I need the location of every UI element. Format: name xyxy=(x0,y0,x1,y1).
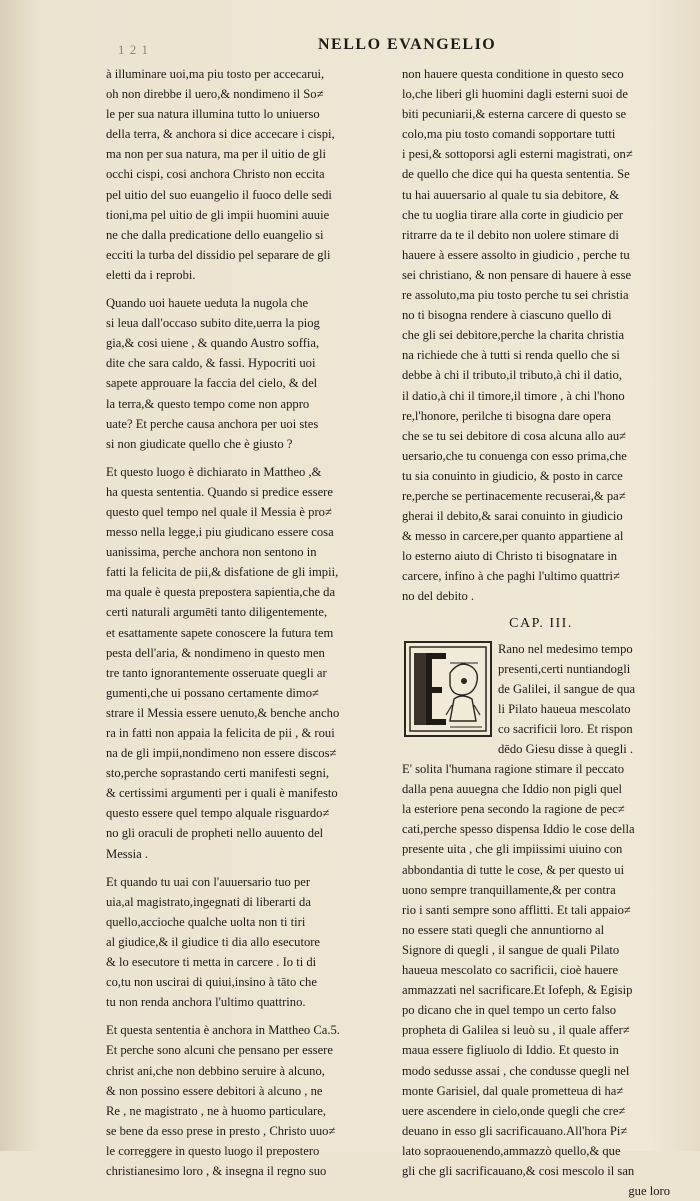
text-line: et esattamente sapete conoscere la futura tem xyxy=(106,625,334,640)
text-line: de quello che dice qui ha questa sententia. Se xyxy=(402,167,630,182)
text-line: certi naturali argumēti tanto diligentemente, xyxy=(106,605,328,620)
text-line: Et perche sono alcuni che pensano per essere xyxy=(106,1043,333,1058)
text-line: li Pilato haueua mescolato xyxy=(498,701,631,716)
woodcut-initial-e-icon xyxy=(404,641,492,737)
text-line: po dicano che in quel tempo un certo falso xyxy=(402,1003,617,1018)
text-line: oh non direbbe il uero,& nondimeno il So≠ xyxy=(106,87,324,102)
text-line: dalla pena auuegna che Iddio non pigli quel xyxy=(402,782,622,797)
text-line: co sacrificii loro. Et rispon xyxy=(498,721,633,736)
text-line: pesta dell'aria, & nondimeno in questo men xyxy=(106,645,325,660)
text-line: no ti bisogna rendere à ciascuno quello di xyxy=(402,308,612,323)
text-line: ne che dalla predicatione dello euangelio si xyxy=(106,227,324,242)
text-line: si non giudicate quello che è giusto ? xyxy=(106,436,293,451)
text-line: monte Garisiel, dal quale prometteua di ha≠ xyxy=(402,1083,624,1098)
text-line: che se tu sei debitore di cosa alcuna allo au≠ xyxy=(402,428,627,443)
text-line: na de gli impii,nondimeno non essere discos≠ xyxy=(106,746,337,761)
text-line: no essere stati quegli che annuntiorno al xyxy=(402,922,605,937)
text-line: ma quale è questa prepostera sapientia,che da xyxy=(106,585,336,600)
text-line: non hauere questa conditione in questo seco xyxy=(402,67,624,81)
text-line: occhi cispi, cosi anchora Christo non eccita xyxy=(106,167,325,182)
text-line: Re , ne magistrato , ne à huomo particulare, xyxy=(106,1103,326,1118)
text-line: strare il Messia essere uenuto,& benche ancho xyxy=(106,705,340,720)
text-line: la terra,& questo tempo come non appro xyxy=(106,396,310,411)
text-line: sapete approuare la faccia del cielo, & del xyxy=(106,376,318,391)
catchword: gue loro xyxy=(628,1184,670,1199)
text-line: carcere, infino à che paghi l'ultimo quattri≠ xyxy=(402,569,620,584)
text-line: Signore di quegli , il sangue de quali Pilato xyxy=(402,942,620,957)
text-line: presente uita , che gli impiissimi uiuino con xyxy=(402,842,623,857)
text-line: gherai il debito,& sarai conuinto in giudicio xyxy=(402,509,623,524)
text-line: le per sua natura illumina tutto lo uniuerso xyxy=(106,107,320,122)
text-line: fatti la felicita de pii,& disfatione de gli impii, xyxy=(106,565,339,580)
text-line: hauere à essere assolto in giudicio , perche tu xyxy=(402,247,630,262)
right-column-top-text xyxy=(402,64,680,607)
paragraph-gap xyxy=(106,1012,388,1020)
paragraph xyxy=(106,64,388,285)
text-line: presenti,certi nuntiandogli xyxy=(498,661,631,676)
text-line: ra in fatti non appaia la felicita de pii , & roui xyxy=(106,726,335,740)
text-line: tu non renda anchora l'ultimo quattrino. xyxy=(106,995,306,1010)
text-line: uia,al magistrato,ingegnati di liberarti da xyxy=(106,894,311,909)
text-line: na richiede che à tutti si renda quello che si xyxy=(402,348,620,363)
text-line: i pesi,& sottoporsi agli esterni magistrati, on≠ xyxy=(402,147,633,162)
text-line: biti pecuniarii,& esterna carcere di questo se xyxy=(402,107,627,122)
text-line: ha questa sententia. Quando si predice essere xyxy=(106,484,333,499)
text-line: & certissimi argumenti per i quali è manifesto xyxy=(106,786,338,801)
text-line: ammazzati nel sacrificare.Et Iofeph, & Egisip xyxy=(402,983,633,998)
text-line: Rano nel medesimo tempo xyxy=(498,641,633,656)
paragraph xyxy=(106,872,388,1013)
text-line: lo,che liberi gli huomini dagli esterni suoi de xyxy=(402,87,628,102)
text-line: Messia . xyxy=(106,846,148,861)
paragraph-gap xyxy=(106,285,388,293)
text-line: Et questo luogo è dichiarato in Mattheo ,& xyxy=(106,464,322,479)
text-line: dēdo Giesu disse à quegli . xyxy=(498,742,634,756)
text-line: questo essere quel tempo alquale risguardo≠ xyxy=(106,806,330,821)
chapter-heading: CAP. III. xyxy=(509,615,573,631)
text-line: le correggere in questo luogo il prepostero xyxy=(106,1143,320,1158)
text-line: co,tu non uscirai di quiui,insino à tāto che xyxy=(106,975,317,990)
text-line: re assoluto,ma piu tosto perche tu sei christia xyxy=(402,288,629,303)
text-line: tu hai auuersario al quale tu sia debitore, & xyxy=(402,187,620,202)
text-line: rio i santi sempre sono afflitti. Et tali appaio≠ xyxy=(402,902,631,917)
text-line: haueua mescolato co sacrificii, cioè hauere xyxy=(402,963,619,978)
text-line: dite che sara caldo, & fassi. Hypocriti uoi xyxy=(106,356,316,371)
text-line: che gli sei debitore,perche la charita christia xyxy=(402,328,625,343)
paragraph xyxy=(106,462,388,864)
text-line: colo,ma piu tosto comandi sopportare tutti xyxy=(402,127,616,142)
text-line: no gli oraculi de propheti nello auuento del xyxy=(106,826,324,841)
text-line: gumenti,che ui possano certamente dimo≠ xyxy=(106,685,319,700)
text-line: debbe à chi il tributo,il tributo,à chi il datio, xyxy=(402,368,622,383)
text-line: al giudice,& il giudice ti dia allo esecutore xyxy=(106,934,321,949)
text-line: che tu uoglia tirare alla corte in giudicio per xyxy=(402,207,623,222)
text-line: Et questa sententia è anchora in Mattheo Ca.5. xyxy=(106,1023,340,1038)
text-line: gli che gli sacrificauano,& cosi mescolo il san xyxy=(402,1163,635,1178)
text-line: sei christiano, & non pensare di hauere à esse xyxy=(402,267,632,282)
text-line: abbondantia di tutte le cose, & per questo ui xyxy=(402,862,625,877)
text-line: deuano in esso gli sacrificauano.All'hora Pi≠ xyxy=(402,1123,628,1138)
right-column-bottom-text xyxy=(402,759,680,1181)
text-line: lo esterno aiuto di Christo ti bisognatare in xyxy=(402,549,618,564)
text-line: il datio,à chi il timore,il timore , à chi l'hono xyxy=(402,388,625,403)
text-line: ecciti la turba del dissidio pel separare de gli xyxy=(106,247,331,262)
text-line: quello,accioche qualche uolta non ti tiri xyxy=(106,914,306,929)
running-head: NELLO EVANGELIO xyxy=(318,36,497,53)
text-line: E' solita l'humana ragione stimare il peccato xyxy=(402,762,625,777)
text-line: se bene da esso prese in presto , Christo uuo≠ xyxy=(106,1123,336,1138)
text-line: & messo in carcere,per quanto appartiene al xyxy=(402,529,624,544)
text-line: uanissima, perche anchora non sentono in xyxy=(106,545,317,560)
text-line: tioni,ma pel uitio de gli impii huomini auuie xyxy=(106,207,330,222)
text-line: eletti da i reprobi. xyxy=(106,267,196,282)
text-line: & lo esecutore ti metta in carcere . Io ti di xyxy=(106,955,317,970)
text-line: christ ani,che non debbino seruire à alcuno, xyxy=(106,1063,325,1078)
text-line: questo quel tempo nel quale il Messia è pro≠ xyxy=(106,504,332,519)
text-line: ma non per sua natura, ma per il uitio de gli xyxy=(106,147,326,162)
text-line: no del debito . xyxy=(402,589,475,604)
paragraph-gap xyxy=(106,864,388,872)
left-column xyxy=(106,64,388,1181)
text-line: uate? Et perche causa anchora per uoi stes xyxy=(106,416,319,431)
text-line: re,l'honore, perilche ti bisogna dare opera xyxy=(402,408,611,423)
text-line: tu sia conuinto in giudicio, & posto in carce xyxy=(402,468,623,483)
text-line: ritrarre da te il debito non uolere stimare di xyxy=(402,227,619,242)
text-line: de Galilei, il sangue de qua xyxy=(498,681,636,696)
text-line: gia,& cosi uiene , & quando Austro soffia, xyxy=(106,336,320,351)
right-column xyxy=(402,64,680,1201)
text-line: della terra, & anchora si dice accecare i cispi, xyxy=(106,127,335,142)
text-line: tre tanto ignorantemente osseruate quegli ar xyxy=(106,665,327,680)
paragraph-gap xyxy=(106,454,388,462)
text-line: maua essere figliuolo di Iddio. Et questo in xyxy=(402,1043,619,1058)
text-line: uere ascendere in cielo,onde quegli che cre≠ xyxy=(402,1103,626,1118)
paragraph xyxy=(106,1020,388,1181)
text-line: cati,perche spesso dispensa Iddio le cose della xyxy=(402,822,635,837)
text-line: modo sedusse assai , che condusse quegli nel xyxy=(402,1063,630,1078)
text-line: & non possino essere debitori à alcuno , ne xyxy=(106,1083,323,1098)
text-line: à illuminare uoi,ma piu tosto per accecarui, xyxy=(106,67,325,81)
text-line: la esteriore pena secondo la ragione de pec≠ xyxy=(402,802,625,817)
text-line: Et quando tu uai con l'auuersario tuo per xyxy=(106,874,311,889)
text-line: uersario,che tu conuenga con esso prima,che xyxy=(402,448,627,463)
text-line: messo nella legge,i piu giudicano essere cosa xyxy=(106,525,334,540)
text-line: sto,perche soprastando certi manifesti segni, xyxy=(106,766,330,781)
chapter-opening xyxy=(402,639,680,760)
folio-number: 1 2 1 xyxy=(118,42,149,57)
text-line: uono sempre tranquillamente,& per contra xyxy=(402,882,616,897)
text-line: pel uitio del suo euangelio il fuoco delle sedi xyxy=(106,187,332,202)
text-line: re,perche se pertinacemente recuserai,& pa≠ xyxy=(402,488,626,503)
text-line: Quando uoi hauete ueduta la nugola che xyxy=(106,296,309,311)
text-line: christianesimo loro , & insegna il regno suo xyxy=(106,1163,327,1178)
text-line: lato sopraouenendo,ammazzò quello,& que xyxy=(402,1143,621,1158)
text-line: si leua dall'occaso subito dite,uerra la piog xyxy=(106,316,320,331)
paragraph xyxy=(106,293,388,454)
text-line: propheta di Galilea si leuò su , il quale affer≠ xyxy=(402,1023,630,1038)
